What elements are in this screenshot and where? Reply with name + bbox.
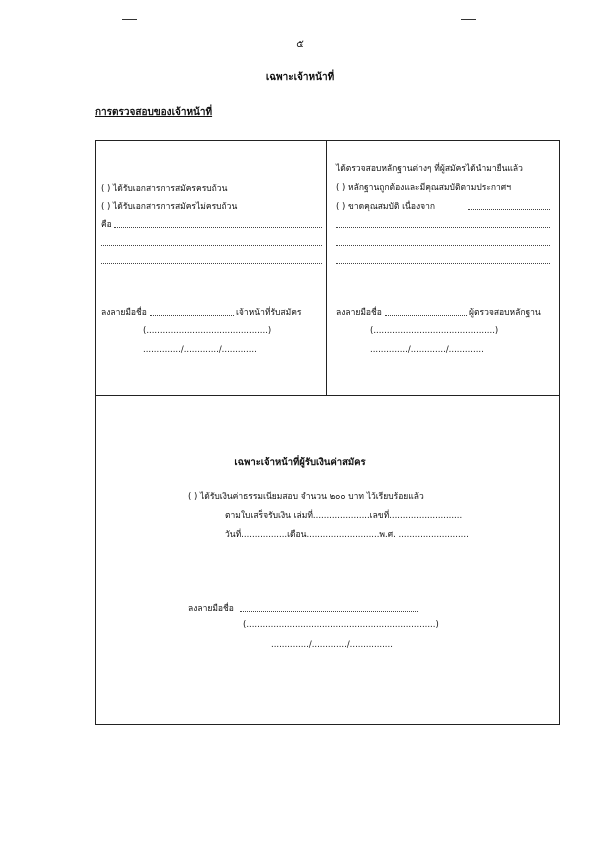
sign-role: เจ้าหน้าที่รับสมัคร (236, 308, 302, 318)
reason-line[interactable] (114, 227, 322, 228)
fee-name-paren[interactable]: (......................................................................) (243, 620, 439, 630)
section-heading: การตรวจสอบของเจ้าหน้าที่ (95, 107, 213, 118)
reason-line[interactable] (101, 263, 322, 264)
column-divider (326, 140, 327, 395)
signature-line[interactable] (150, 315, 234, 316)
sign-label: ลงลายมือชื่อ (101, 308, 147, 318)
fee-signature-line[interactable] (240, 611, 418, 612)
checkbox-incomplete[interactable]: ( ) ได้รับเอกสารการสมัครไม่ครบถ้วน (101, 202, 238, 212)
fee-sign-date[interactable]: ............../............./................ (271, 640, 393, 650)
name-paren[interactable]: (.............................................) (143, 326, 272, 336)
corner-mark (461, 19, 476, 20)
receipt-line[interactable]: ตามใบเสร็จรับเงิน เล่มที่.....................เลขที่........................... (225, 511, 463, 521)
checkbox-correct[interactable]: ( ) หลักฐานถูกต้องและมีคุณสมบัติตามประกาศฯ (336, 183, 511, 193)
checkbox-lacking[interactable]: ( ) ขาดคุณสมบัติ เนื่องจาก (336, 202, 435, 212)
fee-received-checkbox[interactable]: ( ) ได้รับเงินค่าธรรมเนียมสอบ จำนวน ๒๐๐ บาท ไว้เรียบร้อยแล้ว (188, 492, 424, 502)
lacking-reason-line[interactable] (336, 227, 550, 228)
checkbox-complete[interactable]: ( ) ได้รับเอกสารการสมัครครบถ้วน (101, 184, 228, 194)
sign-label: ลงลายมือชื่อ (336, 308, 382, 318)
sign-role: ผู้ตรวจสอบหลักฐาน (469, 308, 541, 318)
row-divider (95, 395, 560, 396)
lacking-reason-line[interactable] (468, 209, 550, 210)
fee-sign-label: ลงลายมือชื่อ (188, 604, 234, 614)
page-number: ๕ (296, 39, 304, 50)
reason-label: คือ (101, 220, 112, 230)
fee-date-line[interactable]: วันที่.................เดือน...........................พ.ศ. .......................... (225, 530, 469, 540)
date-line[interactable]: ............../............./............. (143, 345, 257, 355)
fee-section-title: เฉพาะเจ้าหน้าที่ผู้รับเงินค่าสมัคร (234, 457, 366, 468)
signature-line[interactable] (385, 315, 467, 316)
corner-mark (122, 19, 137, 20)
lacking-reason-line[interactable] (336, 245, 550, 246)
name-paren[interactable]: (.............................................) (370, 326, 499, 336)
reason-line[interactable] (101, 245, 322, 246)
date-line[interactable]: ............../............./............. (370, 345, 484, 355)
page-title: เฉพาะเจ้าหน้าที่ (265, 72, 335, 83)
lacking-reason-line[interactable] (336, 263, 550, 264)
verify-intro: ได้ตรวจสอบหลักฐานต่างๆ ที่ผู้สมัครได้นำมายืนแล้ว (336, 164, 523, 174)
